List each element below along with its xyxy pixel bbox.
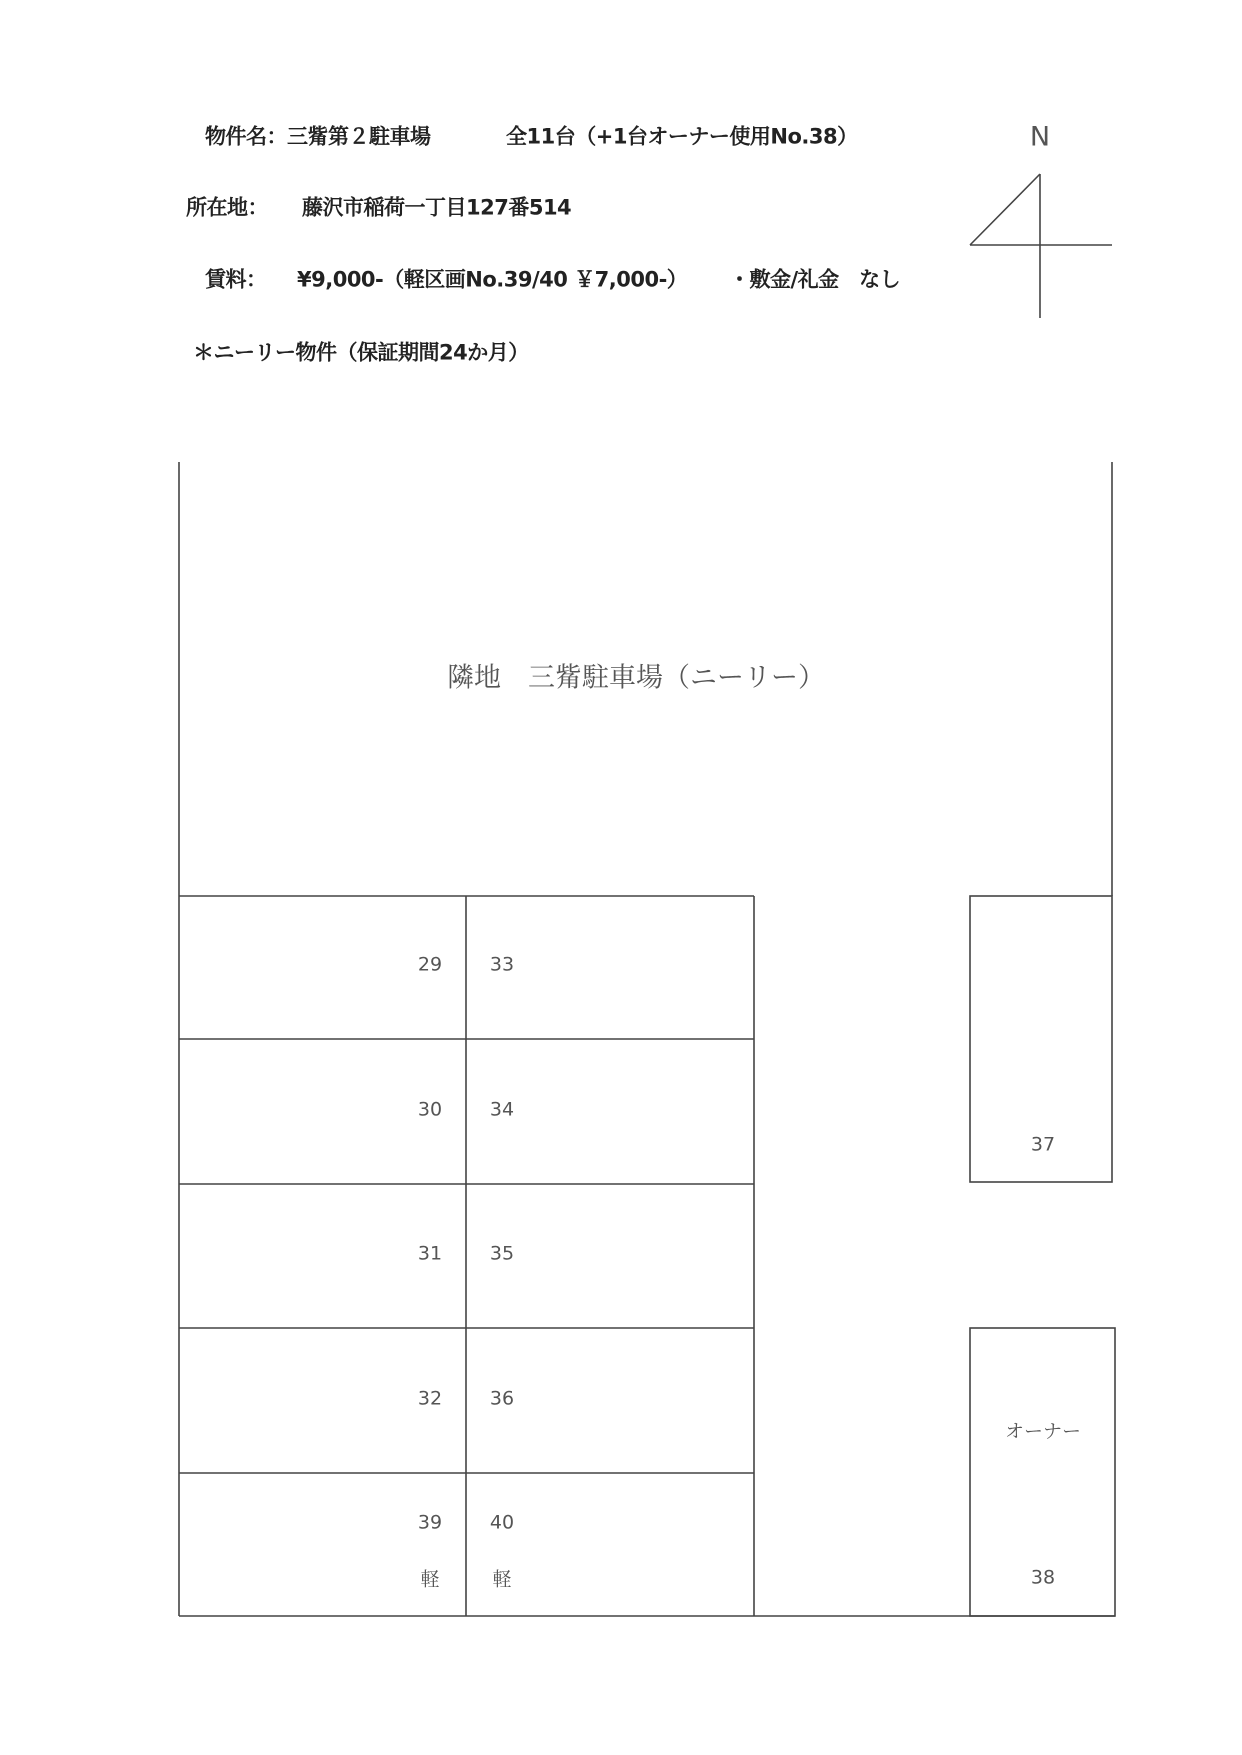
space-40: 40 — [489, 1511, 515, 1534]
space-40-kei: 軽 — [492, 1568, 512, 1591]
neighbor-lot-label: 隣地 三觜駐車場（ニーリー） — [447, 662, 825, 694]
space-39-kei: 軽 — [420, 1568, 440, 1591]
space-39: 39 — [417, 1511, 443, 1534]
deposit: ・敷金/礼金 なし — [729, 267, 901, 292]
property-name: 物件名：三觜第２駐車場 — [205, 124, 431, 149]
space-38: 38 — [1030, 1566, 1056, 1589]
space-34: 34 — [489, 1098, 515, 1121]
address: 藤沢市稲荷一丁目127番514 — [302, 195, 572, 220]
space-35: 35 — [489, 1242, 515, 1265]
space-30: 30 — [417, 1098, 443, 1121]
rent: ¥9,000‐（軽区画No.39/40 ￥7,000‐） — [297, 267, 688, 292]
space-36: 36 — [489, 1387, 515, 1410]
capacity: 全11台（+1台オーナー使用No.38） — [506, 124, 858, 149]
rent-label: 賃料： — [205, 267, 267, 292]
compass-north-label: N — [1029, 121, 1051, 153]
compass-arrow-icon — [970, 174, 1112, 318]
space-37: 37 — [1030, 1133, 1056, 1156]
owner-label: オーナー — [1004, 1420, 1082, 1443]
note: ＊ニーリー物件（保証期間24か月） — [193, 340, 529, 365]
space-32: 32 — [417, 1387, 443, 1410]
space-33: 33 — [489, 953, 515, 976]
space-29: 29 — [417, 953, 443, 976]
space-31: 31 — [417, 1242, 443, 1265]
address-label: 所在地： — [186, 195, 268, 220]
